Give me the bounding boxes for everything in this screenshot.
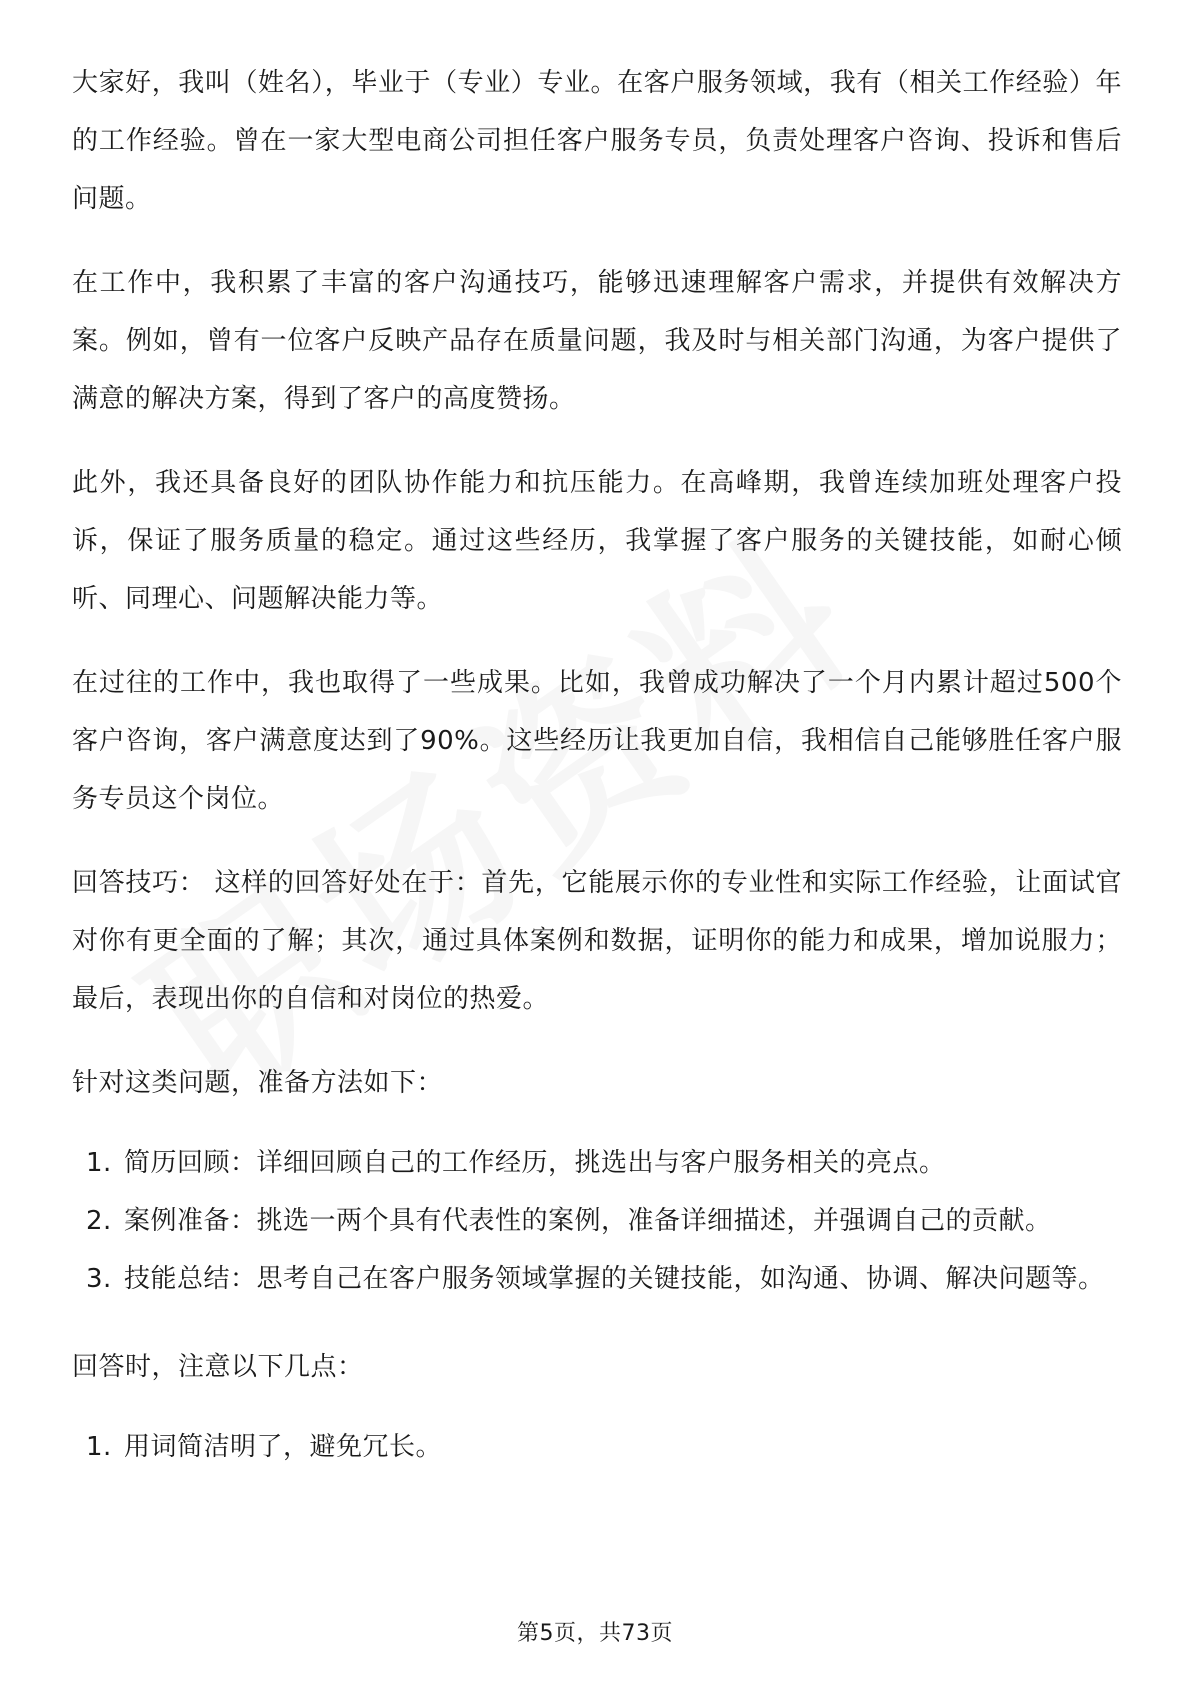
paragraph-intro: 大家好，我叫（姓名），毕业于（专业）专业。在客户服务领域，我有（相关工作经验）年的工作经验。曾在一家大型电商公司担任客户服务专员，负责处理客户咨询、投诉和售后问题。 — [72, 68, 1122, 214]
document-page — [72, 54, 1122, 1506]
paragraph-answer-tips: 回答技巧： 这样的回答好处在于：首先，它能展示你的专业性和实际工作经验，让面试官对你有更全面的了解；其次，通过具体案例和数据，证明你的能力和成果，增加说服力；最后，表现出你的自信和对岗位的热爱。 — [72, 868, 1122, 1014]
paragraph-achievements: 在过往的工作中，我也取得了一些成果。比如，我曾成功解决了一个月内累计超过500个客户咨询，客户满意度达到了90%。这些经历让我更加自信，我相信自己能够胜任客户服务专员这个岗位。 — [72, 668, 1122, 814]
list-text: 简历回顾：详细回顾自己的工作经历，挑选出与客户服务相关的亮点。 — [124, 1148, 946, 1178]
list-text: 技能总结：思考自己在客户服务领域掌握的关键技能，如沟通、协调、解决问题等。 — [124, 1264, 1105, 1294]
list-text: 案例准备：挑选一两个具有代表性的案例，准备详细描述，并强调自己的贡献。 — [124, 1206, 1052, 1236]
list-number: 1. — [86, 1432, 112, 1462]
list-number: 2. — [86, 1206, 112, 1236]
page-footer: 第5页，共73页 — [517, 1621, 673, 1646]
list-item — [72, 1250, 1122, 1308]
list-item — [72, 1418, 1122, 1476]
paragraph-skills: 在工作中，我积累了丰富的客户沟通技巧，能够迅速理解客户需求，并提供有效解决方案。例如，曾有一位客户反映产品存在质量问题，我及时与相关部门沟通，为客户提供了满意的解决方案，得到了客户的高度赞扬。 — [72, 268, 1122, 414]
list-item — [72, 1192, 1122, 1250]
notes-list — [72, 1418, 1122, 1476]
prep-heading: 针对这类问题，准备方法如下： — [72, 1068, 444, 1098]
prep-list — [72, 1134, 1122, 1308]
list-item — [72, 1134, 1122, 1192]
list-text: 用词简洁明了，避免冗长。 — [124, 1432, 443, 1462]
list-number: 1. — [86, 1148, 112, 1178]
paragraph-teamwork: 此外，我还具备良好的团队协作能力和抗压能力。在高峰期，我曾连续加班处理客户投诉，保证了服务质量的稳定。通过这些经历，我掌握了客户服务的关键技能，如耐心倾听、同理心、问题解决能力等。 — [72, 468, 1122, 614]
notes-heading: 回答时，注意以下几点： — [72, 1352, 364, 1382]
list-number: 3. — [86, 1264, 112, 1294]
